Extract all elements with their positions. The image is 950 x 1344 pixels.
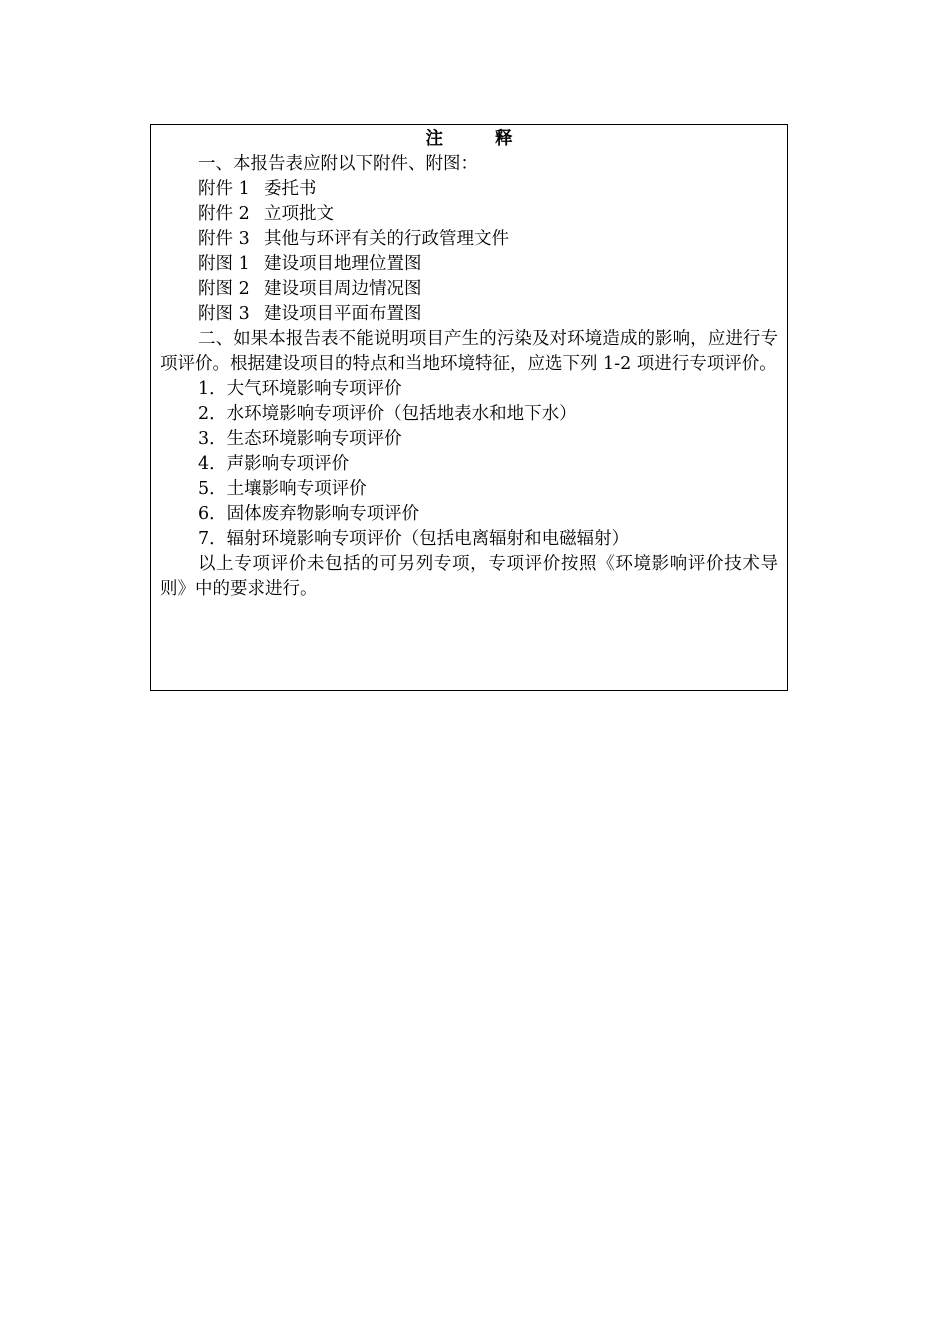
evaluation-item: 7．辐射环境影响专项评价（包括电离辐射和电磁辐射） bbox=[198, 529, 630, 549]
figure-code: 附图 2 bbox=[198, 279, 250, 299]
section1-heading: 一、本报告表应附以下附件、附图： bbox=[198, 154, 478, 174]
figure-code: 附图 1 bbox=[198, 254, 250, 274]
attachment-code: 附件 3 bbox=[198, 229, 250, 249]
figure-name: 建设项目周边情况图 bbox=[264, 279, 422, 299]
attachment-name: 立项批文 bbox=[264, 204, 334, 224]
notes-box bbox=[150, 124, 788, 691]
figure-name: 建设项目平面布置图 bbox=[264, 304, 422, 324]
evaluation-item: 4．声影响专项评价 bbox=[198, 454, 350, 474]
evaluation-item: 1．大气环境影响专项评价 bbox=[198, 379, 402, 399]
attachment-item bbox=[160, 177, 778, 202]
figure-item bbox=[160, 252, 778, 277]
notes-title bbox=[160, 127, 778, 152]
evaluation-item: 5．土壤影响专项评价 bbox=[198, 479, 367, 499]
title-char-left: 注 bbox=[425, 129, 443, 149]
attachment-name: 委托书 bbox=[264, 179, 317, 199]
attachment-code: 附件 2 bbox=[198, 204, 250, 224]
attachment-item bbox=[160, 227, 778, 252]
figure-name: 建设项目地理位置图 bbox=[264, 254, 422, 274]
section2-paragraph: 二、如果本报告表不能说明项目产生的污染及对环境造成的影响，应进行专项评价。根据建设项目的特点和当地环境特征，应选下列 1-2 项进行专项评价。 bbox=[160, 329, 778, 374]
closing-paragraph: 以上专项评价未包括的可另列专项，专项评价按照《环境影响评价技术导则》中的要求进行。 bbox=[160, 554, 778, 599]
attachment-name: 其他与环评有关的行政管理文件 bbox=[264, 229, 509, 249]
evaluation-item: 2．水环境影响专项评价（包括地表水和地下水） bbox=[198, 404, 577, 424]
title-char-right: 释 bbox=[495, 129, 513, 149]
attachment-item bbox=[160, 202, 778, 227]
attachment-code: 附件 1 bbox=[198, 179, 250, 199]
figure-item bbox=[160, 277, 778, 302]
evaluation-item: 3．生态环境影响专项评价 bbox=[198, 429, 402, 449]
figure-item bbox=[160, 302, 778, 327]
evaluation-item: 6．固体废弃物影响专项评价 bbox=[198, 504, 420, 524]
figure-code: 附图 3 bbox=[198, 304, 250, 324]
